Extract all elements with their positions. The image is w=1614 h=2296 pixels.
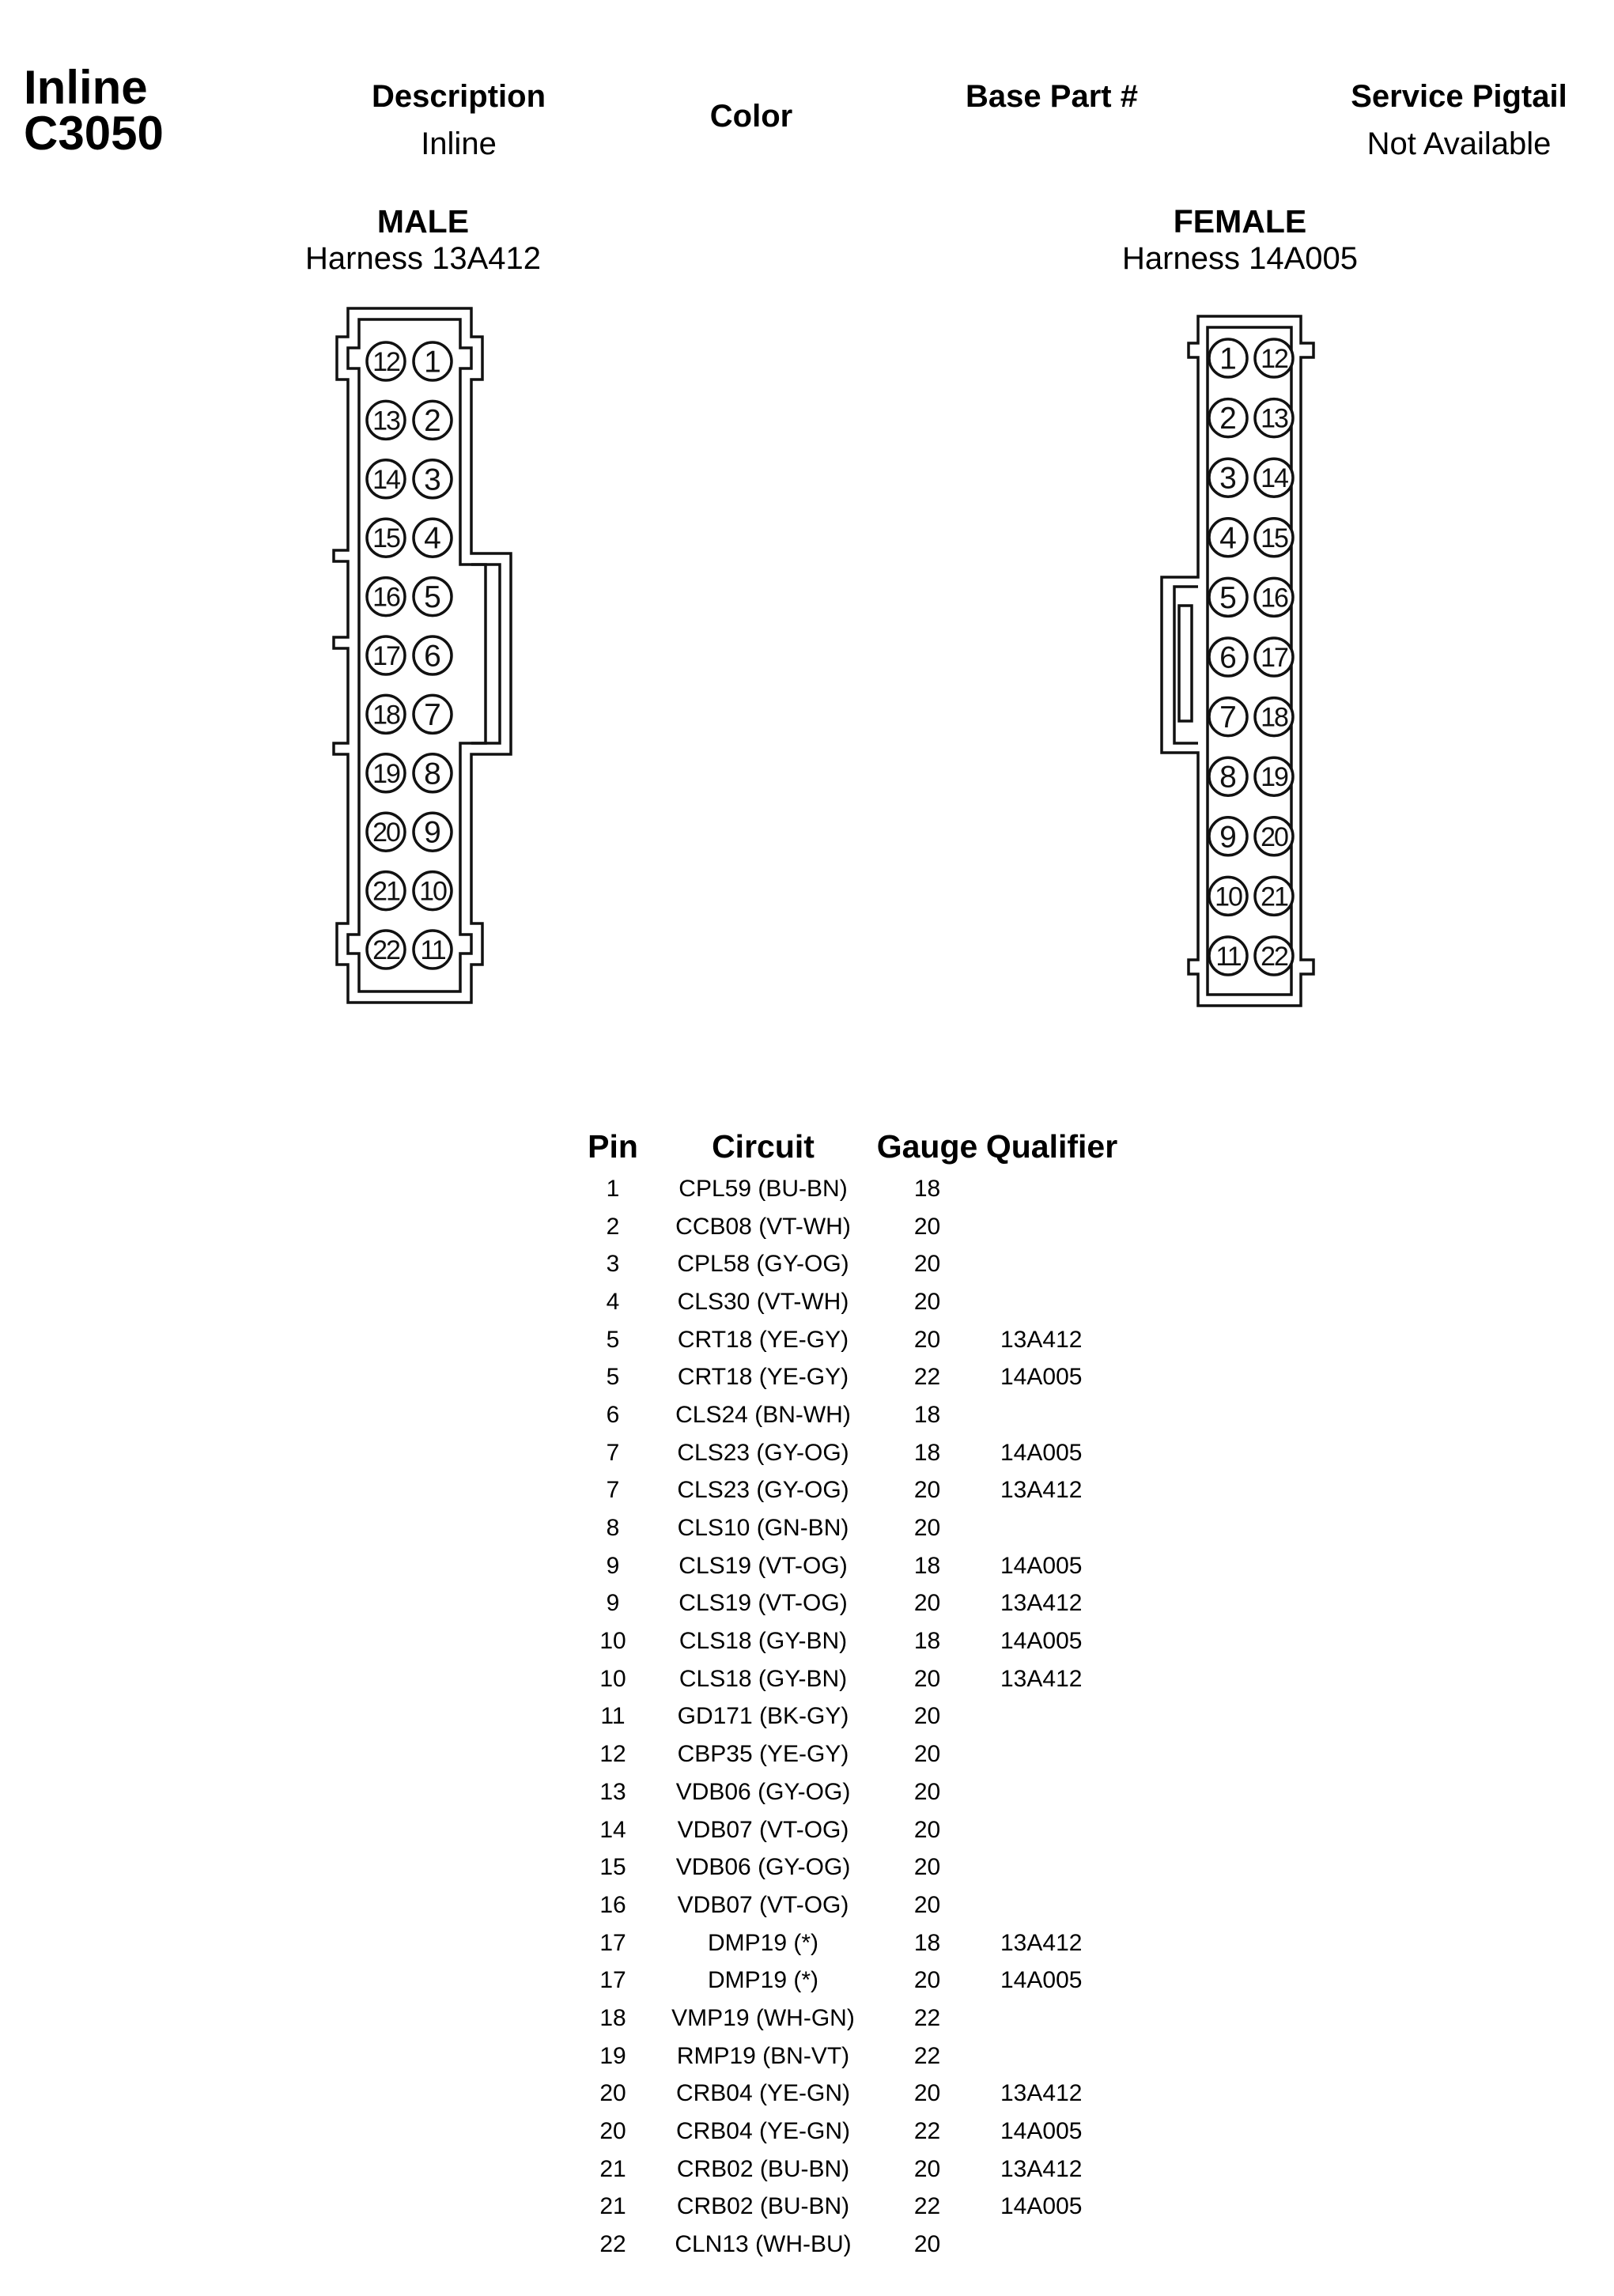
circuit-cell: CLS18 (GY-BN) — [678, 1628, 848, 1655]
pin-table-header — [569, 1123, 1119, 1170]
service-pigtail-value: Not Available — [1366, 127, 1552, 161]
male-cavity-label: 19 — [372, 758, 399, 789]
table-row — [569, 1358, 1119, 1396]
circuit-cell: CLN13 (WH-BU) — [675, 2231, 852, 2258]
female-cavity-label: 21 — [1261, 882, 1287, 912]
table-row — [569, 2151, 1119, 2188]
male-cavity-label: 6 — [424, 639, 441, 674]
male-cavity — [367, 578, 405, 616]
female-cavity-label: 1 — [1219, 342, 1237, 376]
circuit-cell: VDB07 (VT-OG) — [677, 1816, 849, 1843]
female-cavity — [1255, 638, 1293, 676]
qualifier-cell — [985, 1283, 1119, 1321]
female-cavity — [1209, 757, 1247, 795]
female-cavity — [1255, 877, 1293, 915]
male-cavity-label: 11 — [420, 935, 445, 965]
gauge-cell: 20 — [913, 1703, 941, 1730]
qualifier-cell — [985, 2226, 1119, 2264]
female-cavity-label: 4 — [1219, 521, 1237, 556]
qualifier-cell: 13A412 — [1000, 1929, 1083, 1956]
gauge-cell: 22 — [913, 2193, 941, 2220]
qualifier-cell — [985, 2000, 1119, 2037]
pin-cell: 6 — [606, 1401, 620, 1428]
circuit-cell: CPL59 (BU-BN) — [678, 1175, 848, 1202]
table-row — [569, 1811, 1119, 1849]
male-cavity-label: 1 — [424, 345, 441, 380]
qualifier-cell: 14A005 — [1000, 1628, 1083, 1655]
table-row — [569, 1396, 1119, 1434]
circuit-cell: RMP19 (BN-VT) — [676, 2042, 850, 2069]
male-cavity-label: 2 — [424, 403, 441, 438]
pin-cell: 20 — [599, 2118, 626, 2145]
female-cavity — [1255, 818, 1293, 855]
male-cavity — [414, 636, 452, 674]
table-row — [569, 1924, 1119, 1962]
qualifier-cell — [985, 1735, 1119, 1773]
male-cavity — [367, 813, 405, 851]
pin-cell: 15 — [599, 1854, 626, 1881]
male-cavity-label: 15 — [372, 523, 399, 554]
gauge-cell: 20 — [913, 1590, 941, 1617]
female-cavity — [1209, 877, 1247, 915]
gauge-cell: 20 — [913, 1477, 941, 1504]
female-cavity-label: 22 — [1261, 942, 1287, 972]
pin-cell: 21 — [599, 2193, 626, 2220]
male-cavity — [367, 872, 405, 910]
female-cavity — [1209, 339, 1247, 377]
gauge-cell: 20 — [913, 1665, 941, 1692]
male-cavity-label: 13 — [372, 406, 399, 436]
male-cavity-label: 12 — [372, 347, 399, 377]
pin-cell: 16 — [599, 1891, 626, 1918]
table-row — [569, 1962, 1119, 2000]
male-cavity — [414, 872, 452, 910]
qualifier-cell — [985, 1509, 1119, 1547]
female-cavity-label: 17 — [1261, 643, 1287, 673]
male-cavity-label: 16 — [372, 582, 399, 613]
male-cavity-label: 4 — [424, 521, 441, 556]
table-row — [569, 1735, 1119, 1773]
pin-cell: 2 — [606, 1213, 620, 1240]
pin-cell: 5 — [606, 1364, 620, 1391]
female-cavity-label: 15 — [1261, 523, 1287, 553]
circuit-cell: CLS23 (GY-OG) — [677, 1477, 849, 1504]
female-cavity-label: 3 — [1219, 461, 1237, 496]
female-cavity-label: 6 — [1219, 640, 1237, 675]
table-row — [569, 1434, 1119, 1472]
pin-cell: 3 — [606, 1251, 620, 1278]
pin-cell: 5 — [606, 1326, 620, 1353]
female-cavity-label: 16 — [1261, 583, 1287, 614]
table-row — [569, 1773, 1119, 1811]
male-cavity — [414, 460, 452, 498]
female-cavity-label: 8 — [1219, 760, 1237, 795]
female-cavity-label: 9 — [1219, 820, 1237, 855]
female-cavity — [1209, 937, 1247, 975]
female-cavity — [1255, 459, 1293, 497]
table-row — [569, 1886, 1119, 1924]
female-cavity — [1209, 638, 1247, 676]
female-cavity — [1209, 519, 1247, 557]
gauge-cell: 20 — [913, 1251, 941, 1278]
male-cavity-label: 20 — [372, 818, 399, 848]
circuit-cell: CPL58 (GY-OG) — [677, 1251, 849, 1278]
female-cavity — [1209, 818, 1247, 855]
table-row — [569, 1245, 1119, 1283]
circuit-header: Circuit — [712, 1127, 815, 1165]
female-title: FEMALE — [1173, 203, 1307, 240]
female-cavity-label: 13 — [1261, 403, 1287, 434]
table-row — [569, 1321, 1119, 1359]
male-cavity-label: 18 — [372, 700, 399, 731]
qualifier-cell: 13A412 — [1000, 2155, 1083, 2182]
circuit-cell: VDB06 (GY-OG) — [675, 1778, 851, 1805]
gauge-cell: 20 — [913, 1967, 941, 1994]
qualifier-cell: 14A005 — [1000, 1439, 1083, 1466]
male-cavity — [367, 695, 405, 733]
female-cavity-label: 19 — [1261, 762, 1287, 793]
pin-cell: 17 — [599, 1967, 626, 1994]
female-cavity-label: 14 — [1261, 463, 1287, 494]
table-row — [569, 1585, 1119, 1623]
pin-header: Pin — [588, 1127, 638, 1165]
pin-table — [569, 1123, 1119, 2264]
gauge-cell: 20 — [913, 1778, 941, 1805]
circuit-cell: DMP19 (*) — [707, 1929, 819, 1956]
pin-cell: 12 — [599, 1741, 626, 1768]
female-cavity — [1255, 399, 1293, 437]
service-pigtail-label: Service Pigtail — [1351, 79, 1567, 114]
table-row — [569, 1622, 1119, 1660]
pin-cell: 4 — [606, 1288, 620, 1315]
pin-cell: 22 — [599, 2231, 626, 2258]
gauge-cell: 22 — [913, 2118, 941, 2145]
male-cavity-label: 8 — [424, 757, 441, 791]
female-cavity-label: 10 — [1215, 882, 1242, 912]
male-cavity-label: 22 — [372, 935, 399, 965]
female-cavity — [1255, 698, 1293, 736]
gauge-cell: 20 — [913, 1816, 941, 1843]
male-cavity-label: 7 — [424, 697, 441, 732]
gauge-cell: 20 — [913, 1213, 941, 1240]
table-row — [569, 1472, 1119, 1510]
color-label: Color — [709, 99, 793, 134]
pin-cell: 20 — [599, 2080, 626, 2107]
circuit-cell: CRB04 (YE-GN) — [675, 2118, 851, 2145]
table-row — [569, 1283, 1119, 1321]
pin-cell: 21 — [599, 2155, 626, 2182]
male-harness: Harness 13A412 — [305, 241, 541, 276]
pin-cell: 11 — [600, 1703, 626, 1730]
male-cavity — [414, 754, 452, 792]
female-cavity-label: 18 — [1261, 702, 1287, 733]
qualifier-cell — [985, 1886, 1119, 1924]
circuit-cell: CLS24 (BN-WH) — [675, 1401, 851, 1428]
gauge-cell: 20 — [913, 1515, 941, 1542]
male-cavity — [414, 695, 452, 733]
male-cavity — [367, 342, 405, 380]
qualifier-cell — [985, 1245, 1119, 1283]
gauge-cell: 18 — [913, 1929, 941, 1956]
gauge-cell: 20 — [913, 1326, 941, 1353]
male-cavity-label: 9 — [424, 815, 441, 850]
qualifier-header: Qualifier — [985, 1127, 1118, 1165]
male-cavity — [414, 342, 452, 380]
table-row — [569, 1660, 1119, 1698]
gauge-cell: 18 — [913, 1628, 941, 1655]
gauge-cell: 20 — [913, 1891, 941, 1918]
male-cavity — [367, 636, 405, 674]
circuit-cell: CLS30 (VT-WH) — [677, 1288, 849, 1315]
male-cavity-label: 5 — [424, 580, 441, 615]
gauge-cell: 20 — [913, 1288, 941, 1315]
qualifier-cell: 13A412 — [1000, 2080, 1083, 2107]
table-row — [569, 2226, 1119, 2264]
qualifier-cell: 14A005 — [1000, 1552, 1083, 1579]
qualifier-cell: 13A412 — [1000, 1477, 1083, 1504]
male-connector-diagram — [316, 300, 530, 1012]
gauge-cell: 20 — [913, 2231, 941, 2258]
pin-cell: 7 — [606, 1477, 620, 1504]
gauge-cell: 20 — [913, 2080, 941, 2107]
female-cavity-label: 7 — [1219, 701, 1237, 735]
table-row — [569, 1170, 1119, 1208]
qualifier-cell — [985, 1811, 1119, 1849]
qualifier-cell: 13A412 — [1000, 1326, 1083, 1353]
gauge-cell: 22 — [913, 2004, 941, 2031]
female-cavity — [1255, 937, 1293, 975]
male-cavity — [367, 401, 405, 439]
gauge-cell: 18 — [913, 1401, 941, 1428]
table-row — [569, 2000, 1119, 2037]
circuit-cell: CLS18 (GY-BN) — [678, 1665, 848, 1692]
circuit-cell: CLS23 (GY-OG) — [677, 1439, 849, 1466]
female-cavity-label: 2 — [1219, 402, 1237, 436]
female-cavity-label: 5 — [1219, 580, 1237, 615]
female-cavity-label: 11 — [1215, 942, 1241, 972]
qualifier-cell: 13A412 — [1000, 1665, 1083, 1692]
male-cavity-label: 3 — [424, 463, 441, 497]
circuit-cell: VMP19 (WH-GN) — [671, 2004, 855, 2031]
circuit-cell: CRB04 (YE-GN) — [675, 2080, 851, 2107]
qualifier-cell: 13A412 — [1000, 1590, 1083, 1617]
pin-cell: 7 — [606, 1439, 620, 1466]
table-row — [569, 1849, 1119, 1886]
connector-family: Inline — [24, 61, 148, 114]
female-cavity-label: 20 — [1261, 821, 1287, 852]
qualifier-cell — [985, 1773, 1119, 1811]
circuit-cell: CCB08 (VT-WH) — [675, 1213, 851, 1240]
circuit-cell: VDB06 (GY-OG) — [675, 1854, 851, 1881]
qualifier-cell — [985, 2037, 1119, 2075]
table-row — [569, 1208, 1119, 1246]
table-row — [569, 1509, 1119, 1547]
pin-cell: 14 — [599, 1816, 626, 1843]
gauge-cell: 18 — [913, 1439, 941, 1466]
female-cavity — [1209, 399, 1247, 437]
pin-cell: 9 — [606, 1590, 620, 1617]
male-cavity — [414, 578, 452, 616]
male-cavity-label: 14 — [372, 464, 399, 495]
pin-cell: 8 — [606, 1515, 620, 1542]
qualifier-cell: 14A005 — [1000, 2193, 1083, 2220]
male-cavity — [414, 931, 452, 969]
circuit-cell: CRB02 (BU-BN) — [676, 2193, 850, 2220]
circuit-cell: CLS10 (GN-BN) — [677, 1515, 849, 1542]
female-cavity-label: 12 — [1261, 344, 1287, 374]
description-value: Inline — [421, 127, 497, 161]
qualifier-cell — [985, 1170, 1119, 1208]
male-cavity — [414, 401, 452, 439]
pin-cell: 13 — [599, 1778, 626, 1805]
male-cavity — [367, 460, 405, 498]
qualifier-cell: 14A005 — [1000, 2118, 1083, 2145]
female-cavity — [1209, 459, 1247, 497]
female-cavity — [1255, 578, 1293, 616]
male-cavity — [367, 519, 405, 557]
male-title: MALE — [376, 203, 470, 240]
table-row — [569, 2075, 1119, 2113]
female-cavity — [1209, 698, 1247, 736]
female-cavity — [1209, 578, 1247, 616]
female-cavity — [1255, 339, 1293, 377]
circuit-cell: CRT18 (YE-GY) — [677, 1364, 849, 1391]
male-cavity — [367, 754, 405, 792]
male-cavity — [414, 813, 452, 851]
connector-id: C3050 — [24, 107, 164, 160]
circuit-cell: GD171 (BK-GY) — [677, 1703, 849, 1730]
circuit-cell: CLS19 (VT-OG) — [678, 1590, 848, 1617]
circuit-cell: DMP19 (*) — [707, 1967, 819, 1994]
pin-cell: 18 — [599, 2004, 626, 2031]
pin-cell: 10 — [599, 1628, 626, 1655]
male-cavity-label: 17 — [372, 641, 399, 671]
base-part-label: Base Part # — [966, 79, 1138, 114]
male-cavity — [414, 519, 452, 557]
qualifier-cell — [985, 1396, 1119, 1434]
qualifier-cell — [985, 1849, 1119, 1886]
pin-cell: 9 — [606, 1552, 620, 1579]
female-harness: Harness 14A005 — [1122, 241, 1358, 276]
circuit-cell: CRT18 (YE-GY) — [677, 1326, 849, 1353]
qualifier-cell — [985, 1698, 1119, 1736]
circuit-cell: VDB07 (VT-OG) — [677, 1891, 849, 1918]
pin-cell: 1 — [606, 1175, 620, 1202]
gauge-cell: 20 — [913, 1854, 941, 1881]
table-row — [569, 2188, 1119, 2226]
circuit-cell: CBP35 (YE-GY) — [677, 1741, 849, 1768]
male-cavity-label: 21 — [372, 876, 399, 907]
qualifier-cell: 14A005 — [1000, 1364, 1083, 1391]
pin-cell: 19 — [599, 2042, 626, 2069]
connector-title — [24, 61, 164, 160]
table-row — [569, 2037, 1119, 2075]
gauge-cell: 18 — [913, 1552, 941, 1579]
male-cavity-label: 10 — [419, 876, 446, 907]
pin-cell: 17 — [599, 1929, 626, 1956]
circuit-cell: CLS19 (VT-OG) — [678, 1552, 848, 1579]
table-row — [569, 1547, 1119, 1585]
pin-cell: 10 — [599, 1665, 626, 1692]
female-connector-diagram — [1151, 310, 1340, 1021]
qualifier-cell — [985, 1208, 1119, 1246]
female-cavity — [1255, 757, 1293, 795]
circuit-cell: CRB02 (BU-BN) — [676, 2155, 850, 2182]
table-row — [569, 1698, 1119, 1736]
qualifier-cell: 14A005 — [1000, 1967, 1083, 1994]
table-row — [569, 2113, 1119, 2151]
description-label: Description — [371, 79, 546, 114]
gauge-cell: 20 — [913, 1741, 941, 1768]
female-cavity — [1255, 519, 1293, 557]
gauge-cell: 20 — [913, 2155, 941, 2182]
male-cavity — [367, 931, 405, 969]
gauge-cell: 22 — [913, 1364, 941, 1391]
gauge-cell: 18 — [913, 1175, 941, 1202]
gauge-cell: 22 — [913, 2042, 941, 2069]
gauge-header: Gauge — [876, 1127, 978, 1165]
